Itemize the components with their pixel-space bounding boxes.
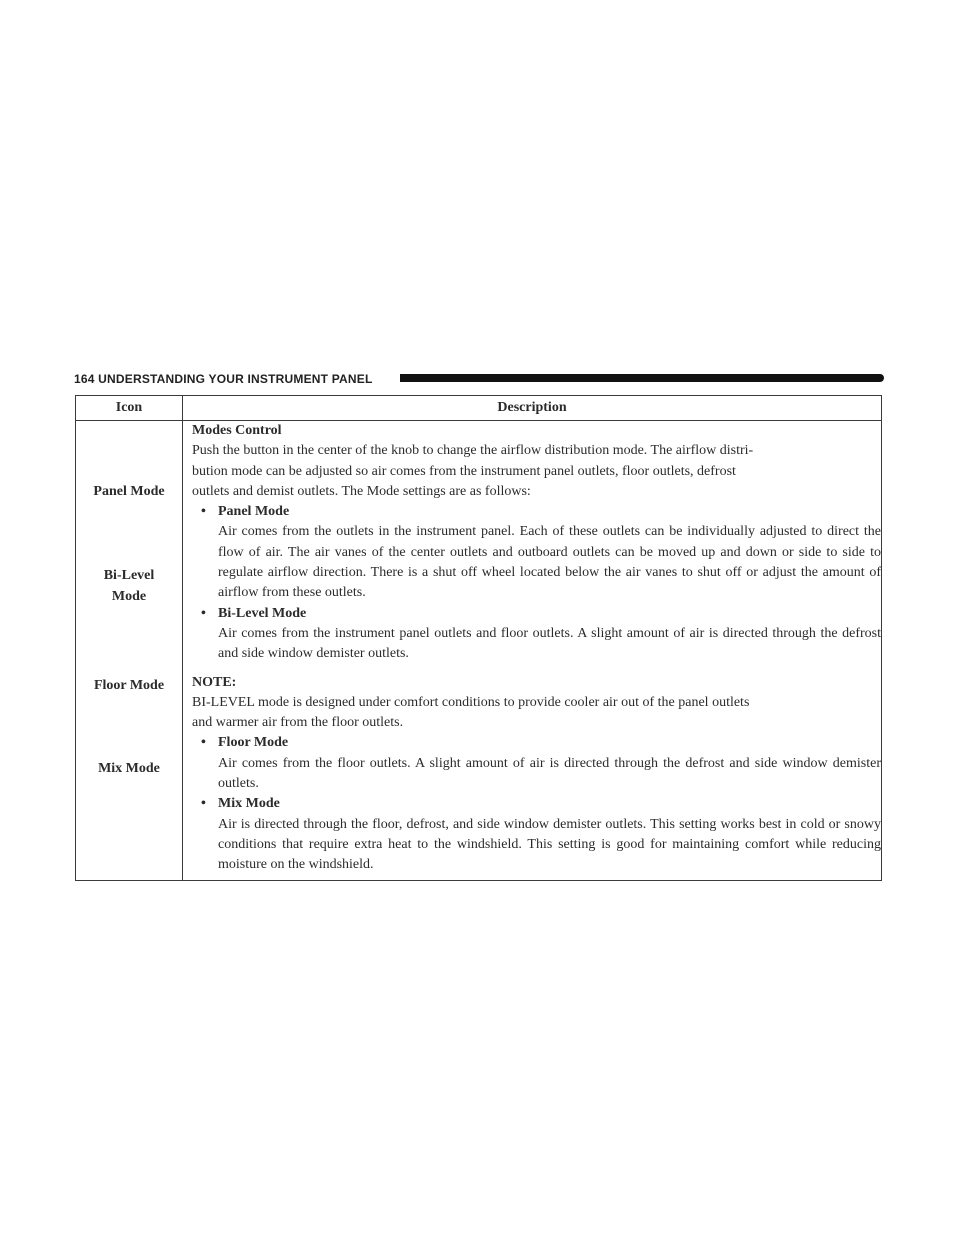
- table-header-row: [76, 396, 882, 421]
- mix-mode-bullet: [192, 794, 881, 814]
- icon-column-header: Icon: [76, 396, 183, 421]
- modes-table: [75, 395, 882, 881]
- note-line-2: and warmer air from the floor outlets.: [192, 715, 404, 731]
- intro-line-3: outlets and demist outlets. The Mode settings are as follows:: [192, 483, 531, 499]
- bullet-dot: •: [201, 735, 206, 751]
- page-header: [74, 371, 884, 387]
- icon-cell: [76, 421, 183, 881]
- table-row: [76, 421, 882, 881]
- bilevel-mode-text: Air comes from the instrument panel outlets and floor outlets. A slight amount of air is directed through the defrost and side window demister outlets.: [218, 625, 881, 662]
- bullet-dot: •: [201, 605, 206, 621]
- bullet-dot: •: [201, 796, 206, 812]
- floor-mode-label: Floor Mode: [93, 678, 165, 693]
- note-line-1: BI-LEVEL mode is designed under comfort conditions to provide cooler air out of the panel outlets: [192, 694, 750, 710]
- mix-mode-label: Mix Mode: [98, 761, 160, 776]
- description-column-header: Description: [183, 396, 882, 421]
- panel-mode-title: Panel Mode: [218, 504, 290, 520]
- mix-mode-text: Air is directed through the floor, defrost, and side window demister outlets. This setting works best in cold or snowy conditions that require extra heat to the windshield. This setting is good for maintaining comfort while reducing moisture on the windshield.: [218, 816, 881, 873]
- panel-mode-label: Panel Mode: [93, 484, 165, 499]
- note-title: NOTE:: [192, 674, 237, 690]
- bilevel-mode-label-line1: Bi-Level: [103, 568, 155, 583]
- floor-mode-text: Air comes from the floor outlets. A slight amount of air is directed through the defrost and side window demister outlets.: [218, 755, 881, 792]
- bullet-dot: •: [201, 504, 206, 520]
- mix-mode-title: Mix Mode: [218, 796, 280, 812]
- intro-line-1: Push the button in the center of the knob to change the airflow distribution mode. The airflow distri-: [192, 443, 754, 459]
- intro-line-2: bution mode can be adjusted so air comes from the instrument panel outlets, floor outlets, defrost: [192, 463, 736, 479]
- floor-mode-title: Floor Mode: [218, 735, 289, 751]
- panel-mode-bullet: [192, 502, 881, 522]
- header-rule: [400, 374, 884, 382]
- bilevel-mode-bullet: [192, 604, 881, 624]
- modes-control-title: Modes Control: [192, 423, 282, 438]
- bilevel-mode-label-line2: Mode: [111, 589, 147, 604]
- description-cell: [183, 421, 882, 881]
- page-number-title: 164 UNDERSTANDING YOUR INSTRUMENT PANEL: [74, 372, 373, 386]
- bilevel-mode-title: Bi-Level Mode: [218, 605, 307, 621]
- floor-mode-bullet: [192, 733, 881, 753]
- panel-mode-text: Air comes from the outlets in the instrument panel. Each of these outlets can be individually adjusted to direct the flow of air. The air vanes of the center outlets and outboard outlets can be moved up and down or side to side to regulate airflow direction. There is a shut off wheel located below the air vanes to shut off or adjust the amount of airflow from these outlets.: [218, 524, 881, 601]
